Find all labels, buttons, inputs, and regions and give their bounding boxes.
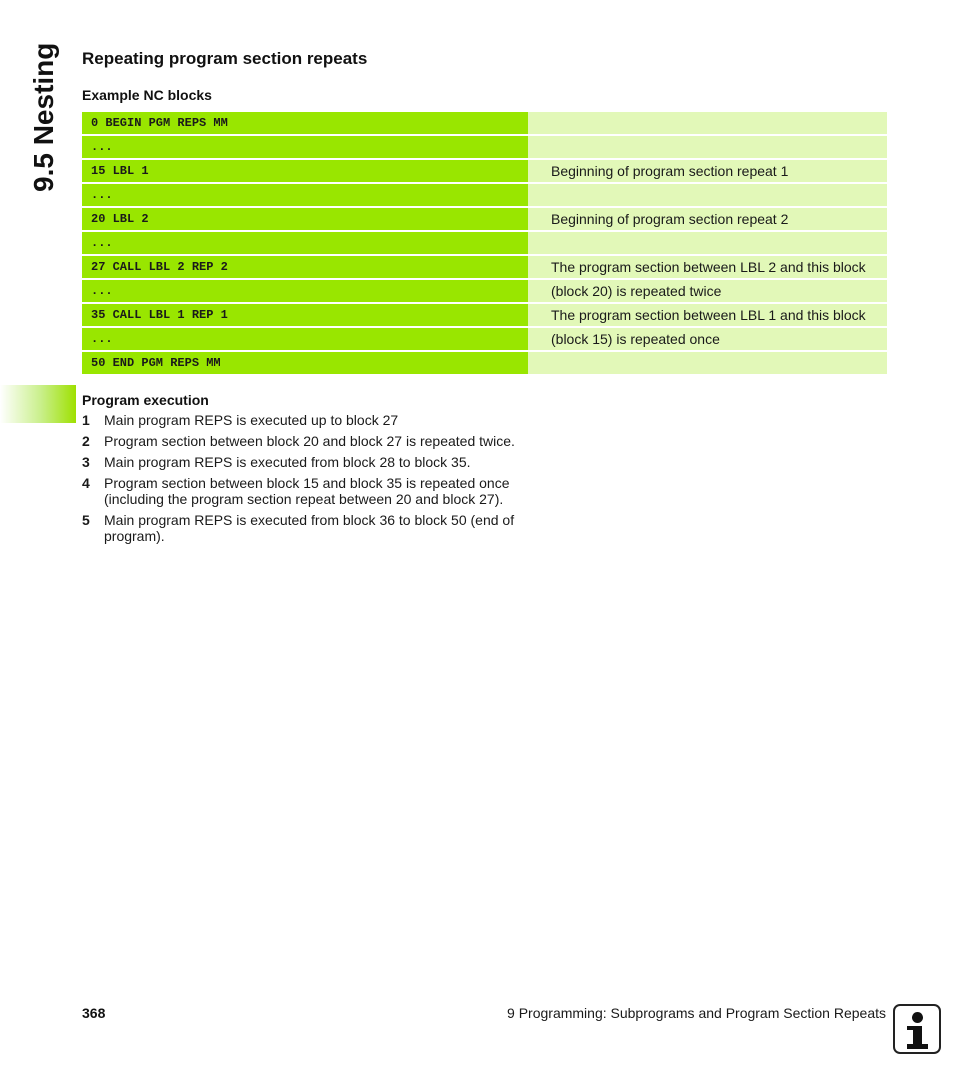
nc-comment-cell xyxy=(528,232,887,254)
step-number: 3 xyxy=(82,454,90,470)
nc-comment-cell: The program section between LBL 2 and this block xyxy=(528,256,887,278)
section-title: Repeating program section repeats xyxy=(82,49,368,68)
nc-comment-cell xyxy=(528,352,887,374)
list-item xyxy=(82,512,542,544)
footer-chapter-title: 9 Programming: Subprograms and Program Section Repeats xyxy=(507,1005,886,1021)
nc-comment-cell: (block 15) is repeated once xyxy=(528,328,887,350)
chapter-side-title-text: 9.5 Nesting xyxy=(28,42,59,192)
example-heading: Example NC blocks xyxy=(82,87,212,103)
table-row xyxy=(82,256,887,278)
nc-code-cell: ... xyxy=(82,184,528,206)
nc-comment-cell xyxy=(528,112,887,134)
info-icon-dot xyxy=(912,1012,923,1023)
nc-comment-cell xyxy=(528,136,887,158)
nc-code-cell: 50 END PGM REPS MM xyxy=(82,352,528,374)
execution-steps-list xyxy=(82,412,542,549)
table-row xyxy=(82,112,887,134)
step-text: Main program REPS is executed from block 28 to block 35. xyxy=(104,454,471,470)
table-row xyxy=(82,352,887,374)
step-text: Program section between block 20 and block 27 is repeated twice. xyxy=(104,433,515,449)
table-row xyxy=(82,208,887,230)
step-number: 1 xyxy=(82,412,90,428)
step-text: Main program REPS is executed from block 36 to block 50 (end of program). xyxy=(104,512,515,544)
step-text: Main program REPS is executed up to block 27 xyxy=(104,412,399,428)
nc-comment-cell xyxy=(528,184,887,206)
table-row xyxy=(82,136,887,158)
info-icon xyxy=(893,1004,941,1054)
table-row xyxy=(82,280,887,302)
table-row xyxy=(82,304,887,326)
execution-heading: Program execution xyxy=(82,392,209,408)
nc-comment-cell: Beginning of program section repeat 2 xyxy=(528,208,887,230)
step-number: 2 xyxy=(82,433,90,449)
list-item xyxy=(82,454,542,470)
nc-comment-cell: The program section between LBL 1 and this block xyxy=(528,304,887,326)
chapter-tab-marker xyxy=(0,385,76,423)
nc-code-cell: ... xyxy=(82,280,528,302)
nc-code-cell: 15 LBL 1 xyxy=(82,160,528,182)
nc-code-cell: 35 CALL LBL 1 REP 1 xyxy=(82,304,528,326)
table-row xyxy=(82,232,887,254)
nc-blocks-table xyxy=(82,112,887,376)
list-item xyxy=(82,475,542,507)
nc-code-cell: ... xyxy=(82,328,528,350)
table-row xyxy=(82,328,887,350)
page-number: 368 xyxy=(82,1005,106,1021)
info-icon-base xyxy=(907,1044,928,1049)
table-row xyxy=(82,160,887,182)
step-text: Program section between block 15 and block 35 is repeated once (including the program section repeat between 20 and block 27). xyxy=(104,475,510,507)
nc-code-cell: 20 LBL 2 xyxy=(82,208,528,230)
nc-code-cell: ... xyxy=(82,232,528,254)
table-row xyxy=(82,184,887,206)
step-number: 5 xyxy=(82,512,90,528)
step-number: 4 xyxy=(82,475,90,491)
list-item xyxy=(82,433,542,449)
nc-comment-cell: Beginning of program section repeat 1 xyxy=(528,160,887,182)
chapter-side-title xyxy=(26,40,62,200)
nc-comment-cell: (block 20) is repeated twice xyxy=(528,280,887,302)
nc-code-cell: 27 CALL LBL 2 REP 2 xyxy=(82,256,528,278)
list-item xyxy=(82,412,542,428)
nc-code-cell: ... xyxy=(82,136,528,158)
info-icon-stem xyxy=(913,1026,922,1046)
nc-code-cell: 0 BEGIN PGM REPS MM xyxy=(82,112,528,134)
